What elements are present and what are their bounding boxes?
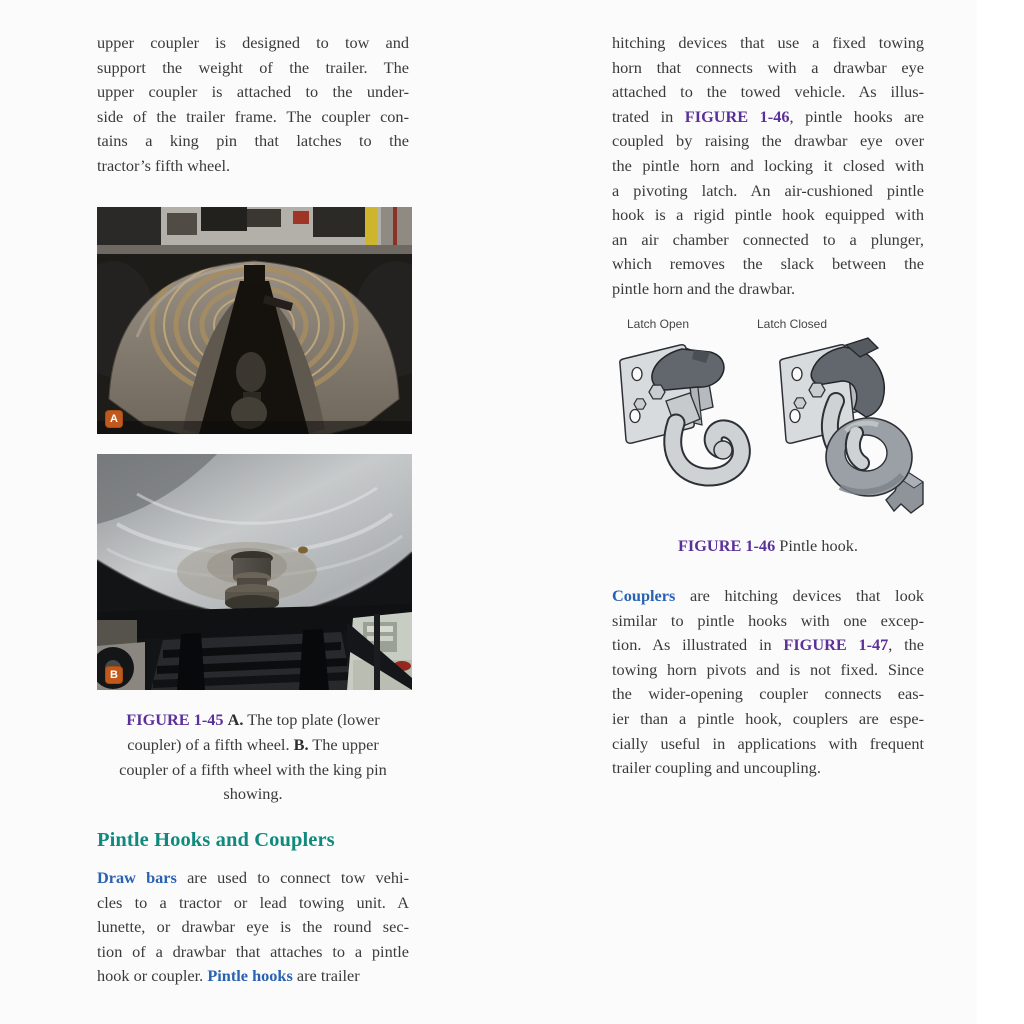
photo-b-badge: B bbox=[105, 666, 123, 684]
text-line: horn that connects with a drawbar eye bbox=[612, 57, 924, 77]
text-line: hook is a rigid pintle hook equipped with bbox=[612, 205, 924, 225]
latch-closed-label: Latch Closed bbox=[756, 317, 828, 331]
text-line: a pivoting latch. An air-cushioned pintle bbox=[612, 180, 924, 200]
text-line: side of the trailer frame. The coupler con- bbox=[97, 106, 409, 126]
text-line: similar to pintle hooks with one excep- bbox=[612, 610, 924, 630]
page-right-margin bbox=[977, 0, 1024, 1024]
text-line: coupler) of a fifth wheel. B. The upper bbox=[127, 734, 379, 754]
text-line: tion. As illustrated in FIGURE 1-47, the bbox=[612, 635, 925, 655]
text-line: an air chamber connected to a plunger, bbox=[612, 229, 924, 249]
photo-a-fifth-wheel-top-plate bbox=[97, 207, 412, 434]
text-line: hook or coupler. Pintle hooks are trailer bbox=[97, 966, 360, 986]
text-line: support the weight of the trailer. The bbox=[97, 57, 409, 77]
latch-open-label: Latch Open bbox=[626, 317, 690, 331]
text-line: upper coupler is attached to the under- bbox=[97, 82, 409, 102]
text-line: trated in FIGURE 1-46, pintle hooks are bbox=[612, 106, 925, 126]
figure-1-45-caption bbox=[97, 708, 409, 807]
text-line: cles to a tractor or lead towing unit. A bbox=[97, 892, 409, 912]
upper-coupler-photo-illustration bbox=[97, 454, 412, 690]
text-line: ier than a pintle hook, couplers are espe- bbox=[612, 708, 924, 728]
figure-1-46-illustration bbox=[610, 317, 925, 531]
text-line: tractor’s fifth wheel. bbox=[97, 155, 231, 175]
text-line: hitching devices that use a fixed towing bbox=[612, 33, 924, 52]
left-paragraph-upper-coupler bbox=[97, 31, 409, 179]
text-line: towing horn pivots and is not fixed. Since bbox=[612, 659, 924, 679]
text-line: showing. bbox=[223, 784, 283, 804]
fifth-wheel-photo-illustration bbox=[97, 207, 412, 434]
photo-b-upper-coupler-king-pin bbox=[97, 454, 412, 690]
text-line: Couplers are hitching devices that look bbox=[612, 586, 924, 605]
right-paragraph-couplers bbox=[612, 584, 924, 781]
left-paragraph-draw-bars bbox=[97, 866, 409, 989]
text-line: trailer coupling and uncoupling. bbox=[612, 758, 821, 778]
pintle-hook-drawing bbox=[610, 335, 925, 531]
text-line: lunette, or drawbar eye is the round sec- bbox=[97, 917, 409, 937]
text-line: which removes the slack between the bbox=[612, 254, 924, 274]
text-line: FIGURE 1-45 A. The top plate (lower bbox=[126, 710, 380, 729]
photo-a-badge: A bbox=[105, 410, 123, 428]
pintle-hook-latch-open bbox=[620, 345, 742, 477]
text-line: coupler of a fifth wheel with the king pin bbox=[119, 759, 387, 779]
text-line: coupled by raising the drawbar eye over bbox=[612, 131, 924, 151]
text-line: attached to the towed vehicle. As illus- bbox=[612, 82, 924, 102]
text-line: FIGURE 1-46 Pintle hook. bbox=[677, 536, 858, 555]
text-line: tion of a drawbar that attaches to a pintle bbox=[97, 941, 409, 961]
text-line: cially useful in applications with frequent bbox=[612, 733, 924, 753]
text-line: Draw bars are used to connect tow vehi- bbox=[97, 868, 409, 887]
text-line: the wider-opening coupler connects eas- bbox=[612, 684, 924, 704]
text-line: upper coupler is designed to tow and bbox=[97, 33, 409, 52]
section-heading-pintle-hooks-and-couplers: Pintle Hooks and Couplers bbox=[97, 829, 335, 851]
text-line: the pintle horn and locking it closed with bbox=[612, 155, 924, 175]
text-line: pintle horn and the drawbar. bbox=[612, 278, 796, 298]
pintle-hook-latch-closed bbox=[780, 338, 923, 513]
right-paragraph-hitching-devices bbox=[612, 31, 924, 302]
text-line: tains a king pin that latches to the bbox=[97, 131, 409, 151]
figure-1-46-caption bbox=[612, 534, 924, 559]
